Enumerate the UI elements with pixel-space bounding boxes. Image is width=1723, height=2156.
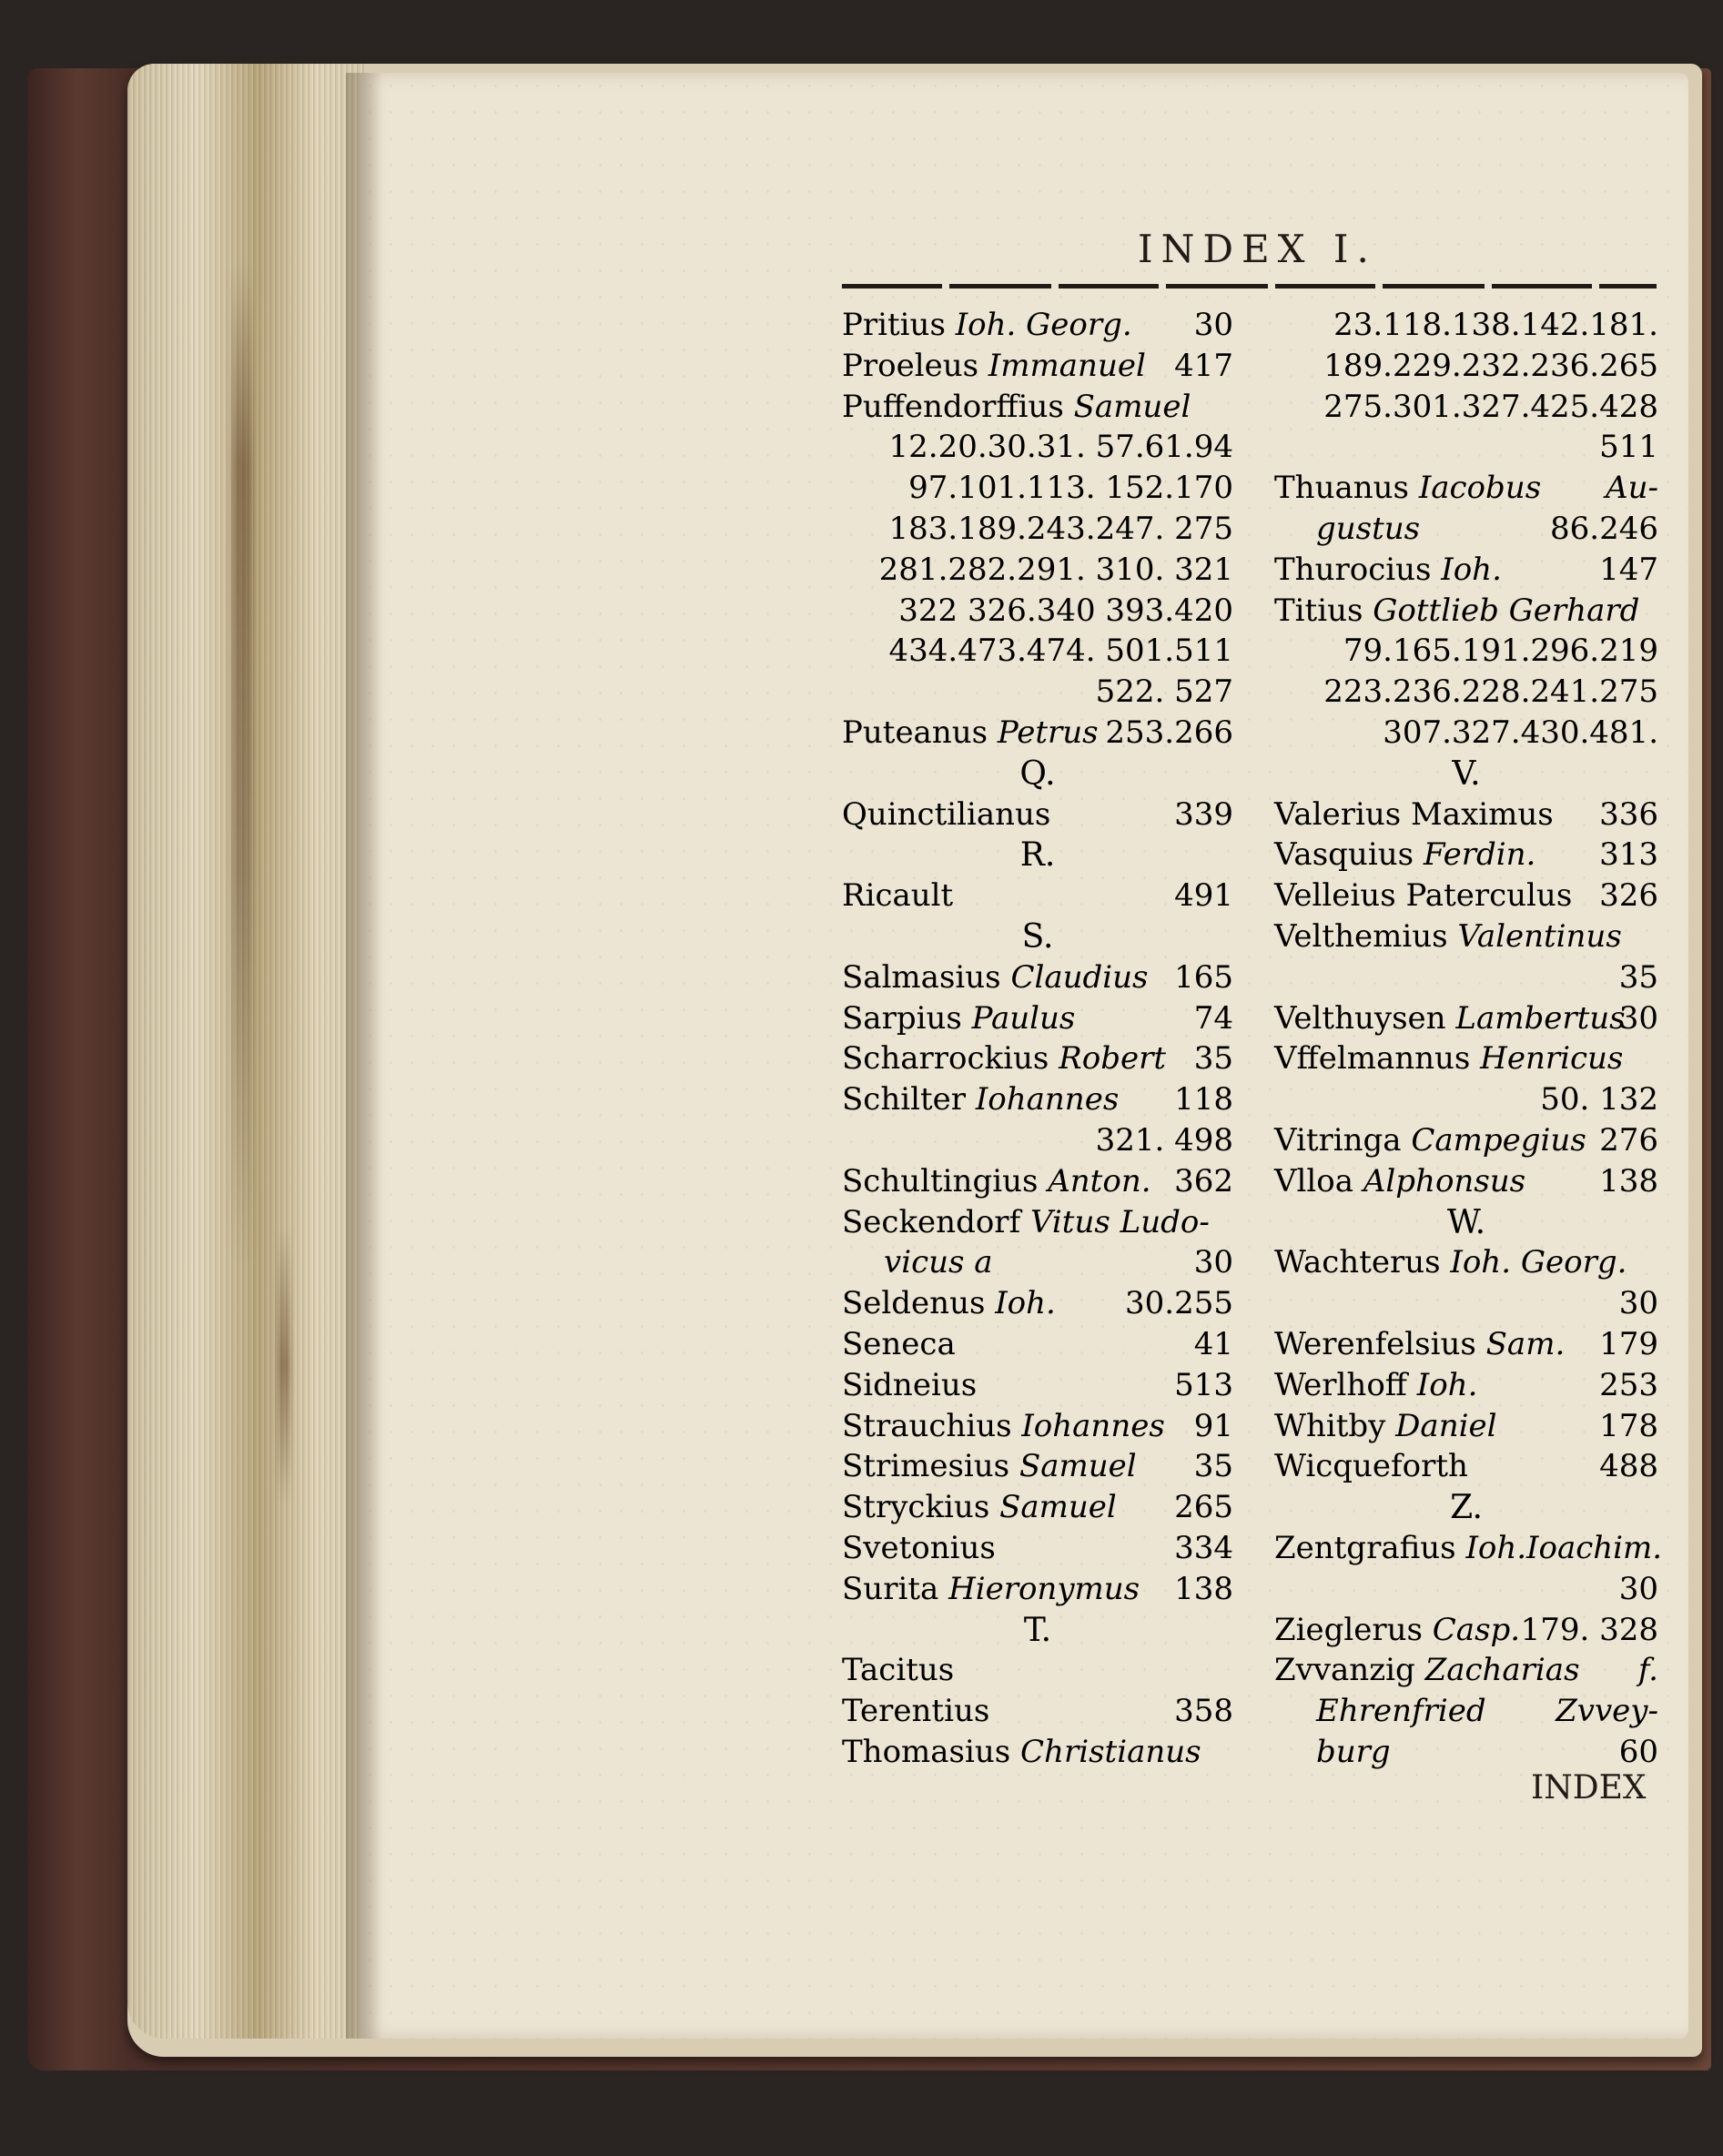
entry-text [842, 1693, 989, 1729]
index-entry [1274, 1240, 1658, 1281]
entry-pages: 276 [1599, 1121, 1658, 1159]
entry-name: Thurocius [1274, 551, 1432, 588]
entry-qualifier: Anton. [1048, 1162, 1151, 1199]
page-references [842, 466, 1233, 507]
entry-text [1274, 552, 1502, 588]
entry-pages: 74 [1193, 999, 1233, 1037]
entry-qualifier: Paulus [971, 999, 1076, 1037]
entry-name: Valerius Maximus [1274, 795, 1554, 833]
entry-pages: 253.266 [1105, 714, 1233, 751]
letter-heading: T. [1023, 1611, 1052, 1649]
entry-name: Velleius Paterculus [1274, 877, 1573, 915]
entry-name: Tacitus [842, 1652, 955, 1689]
entry-qualifier: Ehrenfried [1316, 1693, 1486, 1730]
page-numbers: 97.101.113. 152.170 [908, 470, 1233, 507]
entry-qualifier: Henricus [1480, 1040, 1624, 1078]
index-entry [1274, 833, 1658, 874]
entry-qualifier: Claudius [1010, 958, 1149, 996]
index-entry [842, 1078, 1233, 1118]
page-references [842, 507, 1233, 548]
index-entry [1274, 1730, 1658, 1771]
page-numbers: 434.473.474. 501.511 [888, 633, 1233, 670]
entry-qualifier: Lambertus [1455, 999, 1626, 1037]
index-entry [1274, 1118, 1658, 1159]
index-entry [1274, 1689, 1658, 1730]
entry-pages: 86.246 [1550, 510, 1658, 547]
index-entry [1274, 507, 1658, 548]
entry-pages: 362 [1174, 1162, 1233, 1199]
page-references [1274, 344, 1658, 385]
entry-text [1316, 1693, 1486, 1729]
entry-qualifier: Vitus Ludo- [1029, 1203, 1210, 1240]
page-references [842, 1118, 1233, 1159]
entry-pages: f. [1637, 1652, 1658, 1689]
section-letter [842, 915, 1233, 956]
index-entry [1274, 1363, 1658, 1404]
index-entry [842, 1240, 1233, 1281]
page-numbers: 189.229.232.236.265 [1323, 347, 1658, 384]
page-references [842, 548, 1233, 589]
index-entry [1274, 466, 1658, 507]
entry-name: Sarpius [842, 999, 962, 1037]
page-numbers: 30 [1618, 1285, 1658, 1322]
index-entry [1274, 1648, 1658, 1689]
entry-pages: 339 [1174, 795, 1233, 833]
entry-text [1274, 1122, 1586, 1159]
entry-qualifier: Ioh. Georg. [955, 307, 1132, 343]
letter-heading: S. [1021, 917, 1054, 956]
entry-text [1274, 1326, 1565, 1362]
entry-text [1274, 1000, 1626, 1037]
entry-pages: 30 [1193, 307, 1233, 343]
entry-text [1274, 1244, 1627, 1280]
entry-name: Ricault [842, 877, 954, 915]
entry-name: Proeleus [842, 347, 979, 384]
index-entry [842, 997, 1233, 1038]
entry-text [842, 1040, 1166, 1077]
entry-text [1274, 796, 1554, 833]
entry-name: Strimesius [842, 1448, 1010, 1485]
entry-text [1274, 1448, 1468, 1484]
entry-qualifier: Petrus [997, 714, 1099, 751]
entry-name: Velthemius [1274, 917, 1448, 955]
index-column-right [1274, 303, 1663, 1771]
entry-pages: 35 [1193, 1040, 1233, 1078]
entry-name: Wachterus [1274, 1244, 1441, 1281]
entry-name: Thomasius [842, 1733, 1011, 1770]
entry-pages: 334 [1174, 1529, 1233, 1566]
index-entry [1274, 1404, 1658, 1445]
entry-pages: 179. 328 [1520, 1611, 1658, 1648]
entry-qualifier: Samuel [1073, 388, 1191, 425]
entry-text [1274, 918, 1622, 955]
entry-pages: 417 [1174, 347, 1233, 384]
index-entry [842, 1200, 1233, 1241]
entry-text [842, 389, 1191, 425]
page-references [842, 670, 1233, 711]
entry-pages: 178 [1599, 1407, 1658, 1444]
entry-text [842, 959, 1148, 996]
edge-stain [232, 264, 252, 1265]
entry-pages: 91 [1193, 1407, 1233, 1444]
section-letter [842, 833, 1233, 874]
index-entry [842, 1404, 1233, 1445]
entry-text [1274, 877, 1572, 914]
index-entry [842, 793, 1233, 834]
entry-name: Seldenus [842, 1285, 986, 1322]
page-numbers: 79.165.191.296.219 [1343, 633, 1658, 670]
page-numbers: 281.282.291. 310. 321 [878, 551, 1233, 588]
index-entry [1274, 1159, 1658, 1200]
index-entry [842, 1444, 1233, 1485]
section-letter [842, 752, 1233, 793]
page-references [1274, 956, 1658, 997]
page-references [1274, 1281, 1658, 1322]
entry-name: Sidneius [842, 1366, 978, 1403]
page-references [1274, 303, 1658, 344]
entry-pages: Au- [1606, 470, 1658, 507]
entry-qualifier: Alphonsus [1363, 1162, 1526, 1199]
entry-pages: 179 [1599, 1325, 1658, 1362]
entry-text [1274, 1367, 1477, 1403]
index-entry [1274, 793, 1658, 834]
entry-name: Scharrockius [842, 1040, 1049, 1078]
entry-name: Strauchius [842, 1407, 1012, 1444]
entry-name: Vasquius [1274, 836, 1414, 874]
entry-name: Velthuysen [1274, 999, 1446, 1037]
index-entry [842, 1648, 1233, 1689]
entry-qualifier: Gottlieb Gerhard [1373, 592, 1640, 629]
entry-name: Zvvanzig [1274, 1652, 1415, 1689]
entry-text [1274, 1652, 1580, 1688]
gutter-shadow [346, 73, 382, 2039]
index-entry [1274, 548, 1658, 589]
entry-text [842, 1204, 1210, 1240]
entry-name: Werlhoff [1274, 1366, 1407, 1403]
index-entry [1274, 997, 1658, 1038]
entry-text [842, 1285, 1056, 1321]
entry-qualifier: Ioh. [1416, 1366, 1478, 1403]
entry-text [842, 1408, 1165, 1444]
index-entry [1274, 1322, 1658, 1363]
entry-qualifier: Samuel [999, 1489, 1117, 1526]
entry-pages: 326 [1599, 877, 1658, 915]
letter-heading: Z. [1450, 1489, 1483, 1527]
entry-text [1274, 1040, 1623, 1077]
letter-heading: V. [1452, 754, 1481, 793]
entry-pages: 265 [1174, 1489, 1233, 1526]
section-letter [1274, 752, 1658, 793]
entry-name: Zieglerus [1274, 1611, 1423, 1648]
entry-qualifier: Zacharias [1424, 1652, 1580, 1689]
index-entry [842, 1485, 1233, 1526]
entry-text [842, 1734, 1201, 1770]
entry-name: Pritius [842, 307, 946, 343]
entry-text [842, 307, 1132, 343]
entry-name: Svetonius [842, 1529, 996, 1566]
entry-name: Surita [842, 1570, 939, 1607]
page-numbers: 35 [1618, 958, 1658, 996]
entry-name: Stryckius [842, 1489, 990, 1526]
entry-qualifier: Ioh. [1441, 551, 1502, 588]
letter-heading: R. [1019, 836, 1056, 875]
index-entry [842, 1363, 1233, 1404]
index-entry [842, 303, 1233, 344]
entry-name: Whitby [1274, 1407, 1386, 1444]
page-references [1274, 629, 1658, 670]
entry-qualifier: Christianus [1020, 1733, 1201, 1770]
page-references [1274, 1567, 1658, 1608]
running-head: INDEX I. [1138, 227, 1377, 271]
entry-text [842, 1000, 1075, 1037]
index-entry [842, 385, 1233, 426]
entry-pages: 30 [1618, 999, 1658, 1037]
page-numbers: 322 326.340 393.420 [898, 592, 1233, 629]
entry-qualifier: Ioh. [995, 1285, 1056, 1322]
page-numbers: 307.327.430.481. [1383, 714, 1658, 751]
entry-text [842, 1081, 1119, 1118]
entry-name: Salmasius [842, 958, 1001, 996]
entry-name: Thuanus [1274, 470, 1409, 507]
index-entry [842, 344, 1233, 385]
entry-qualifier: Ioh. Georg. [1450, 1244, 1627, 1281]
page-references [1274, 1078, 1658, 1118]
entry-qualifier: Iohannes [975, 1081, 1120, 1118]
entry-name: Zentgrafius [1274, 1529, 1456, 1566]
entry-pages: 253 [1599, 1366, 1658, 1403]
index-entry [842, 1730, 1233, 1771]
index-entry [842, 1037, 1233, 1078]
page-numbers: 223.236.228.241.275 [1323, 673, 1658, 711]
entry-text [842, 714, 1099, 751]
entry-qualifier: Robert [1059, 1040, 1167, 1078]
entry-pages: 313 [1599, 836, 1658, 874]
entry-pages: 138 [1599, 1162, 1658, 1199]
entry-name: Werenfelsius [1274, 1325, 1476, 1362]
index-entry [1274, 1608, 1658, 1649]
entry-text [842, 1571, 1140, 1607]
entry-name: Quinctilianus [842, 795, 1051, 833]
entry-qualifier: Daniel [1395, 1407, 1497, 1444]
index-entry [1274, 874, 1658, 915]
section-letter [1274, 1200, 1658, 1241]
entry-text [842, 1163, 1151, 1199]
entry-qualifier: Immanuel [988, 347, 1146, 384]
index-entry [842, 1567, 1233, 1608]
entry-pages: 35 [1193, 1448, 1233, 1485]
page-numbers: 30 [1618, 1570, 1658, 1607]
entry-text [1316, 1734, 1391, 1770]
page-numbers: 522. 527 [1095, 673, 1233, 711]
entry-name: Puteanus [842, 714, 988, 751]
page-references [842, 629, 1233, 670]
entry-text [1274, 470, 1541, 506]
page-references [1274, 385, 1658, 426]
entry-pages: 491 [1174, 877, 1233, 915]
page-numbers: 275.301.327.425.428 [1323, 388, 1658, 425]
entry-text [1316, 511, 1420, 547]
entry-pages: Zvvey- [1556, 1693, 1658, 1730]
entry-text [842, 1448, 1137, 1484]
letter-heading: Q. [1019, 754, 1056, 793]
entry-text [1274, 1408, 1496, 1444]
entry-pages: 118 [1174, 1081, 1233, 1118]
entry-text [842, 877, 953, 914]
entry-qualifier: Ferdin. [1423, 836, 1536, 874]
entry-text [1274, 1530, 1662, 1566]
index-entry [842, 1689, 1233, 1730]
entry-text [1274, 836, 1535, 873]
page-numbers: 12.20.30.31. 57.61.94 [888, 429, 1233, 466]
head-rule [842, 284, 1657, 288]
index-entry [842, 956, 1233, 997]
page-numbers: 50. 132 [1540, 1081, 1658, 1118]
index-entry [842, 1322, 1233, 1363]
entry-text [842, 1367, 977, 1403]
entry-qualifier: Casp. [1432, 1611, 1521, 1648]
page-numbers: 183.189.243.247. 275 [888, 510, 1233, 547]
index-entry [842, 1159, 1233, 1200]
entry-name: Seckendorf [842, 1203, 1021, 1240]
entry-qualifier: Sam. [1485, 1325, 1566, 1362]
index-entry [1274, 915, 1658, 956]
index-entry [842, 1281, 1233, 1322]
entry-text [1274, 1612, 1520, 1648]
index-entry [842, 711, 1233, 752]
entry-name: Vffelmannus [1274, 1040, 1471, 1078]
entry-pages: 41 [1193, 1325, 1233, 1362]
entry-qualifier: vicus a [884, 1244, 993, 1281]
page-references [842, 425, 1233, 466]
entry-pages: 147 [1599, 551, 1658, 588]
entry-qualifier: Valentinus [1457, 917, 1622, 955]
entry-qualifier: burg [1316, 1733, 1391, 1770]
index-entry [842, 1526, 1233, 1567]
entry-qualifier: Campegius [1411, 1121, 1586, 1159]
entry-text [842, 1326, 956, 1362]
entry-qualifier: Ioh.Ioachim. [1465, 1529, 1663, 1566]
entry-text [884, 1244, 993, 1280]
entry-pages: 513 [1174, 1366, 1233, 1403]
entry-pages: 488 [1599, 1448, 1658, 1485]
entry-pages: 30.255 [1125, 1285, 1233, 1322]
catchword: INDEX [1531, 1769, 1647, 1807]
entry-name: Vitringa [1274, 1121, 1402, 1159]
entry-pages: 336 [1599, 795, 1658, 833]
entry-name: Puffendorffius [842, 388, 1064, 425]
entry-text [842, 796, 1050, 833]
letter-heading: W. [1446, 1203, 1486, 1241]
page-numbers: 511 [1599, 429, 1658, 466]
index-entry [1274, 1526, 1663, 1567]
entry-text [842, 1652, 954, 1688]
section-letter [1274, 1485, 1658, 1526]
entry-qualifier: gustus [1316, 510, 1421, 547]
entry-qualifier: Hieronymus [948, 1570, 1140, 1607]
entry-text [1274, 592, 1639, 629]
entry-qualifier: Iohannes [1021, 1407, 1165, 1444]
page-references [1274, 670, 1658, 711]
entry-name: Wicqueforth [1274, 1448, 1468, 1485]
page-numbers: 321. 498 [1095, 1121, 1233, 1159]
entry-pages: 165 [1174, 958, 1233, 996]
entry-text [842, 1530, 996, 1566]
entry-name: Schilter [842, 1081, 967, 1118]
entry-text [1274, 1163, 1525, 1199]
entry-qualifier: Samuel [1019, 1448, 1137, 1485]
page-references [842, 589, 1233, 630]
entry-qualifier: Iacobus [1418, 470, 1542, 507]
index-entry [1274, 589, 1658, 630]
entry-pages: 60 [1618, 1733, 1658, 1770]
index-column-left [842, 303, 1233, 1771]
index-entry [842, 874, 1233, 915]
entry-pages: 358 [1174, 1693, 1233, 1730]
entry-text [842, 1489, 1117, 1525]
page-references [1274, 711, 1658, 752]
entry-pages: 30 [1193, 1244, 1233, 1281]
page-numbers: 23.118.138.142.181. [1333, 307, 1658, 343]
entry-name: Terentius [842, 1693, 990, 1730]
section-letter [842, 1608, 1233, 1649]
entry-name: Schultingius [842, 1162, 1039, 1199]
entry-name: Vlloa [1274, 1162, 1354, 1199]
page-references [1274, 425, 1658, 466]
entry-name: Titius [1274, 592, 1363, 629]
entry-pages: 138 [1174, 1570, 1233, 1607]
entry-text [842, 348, 1146, 384]
index-entry [1274, 1037, 1658, 1078]
edge-stain [278, 1229, 290, 1502]
entry-name: Seneca [842, 1325, 956, 1362]
index-entry [1274, 1444, 1658, 1485]
